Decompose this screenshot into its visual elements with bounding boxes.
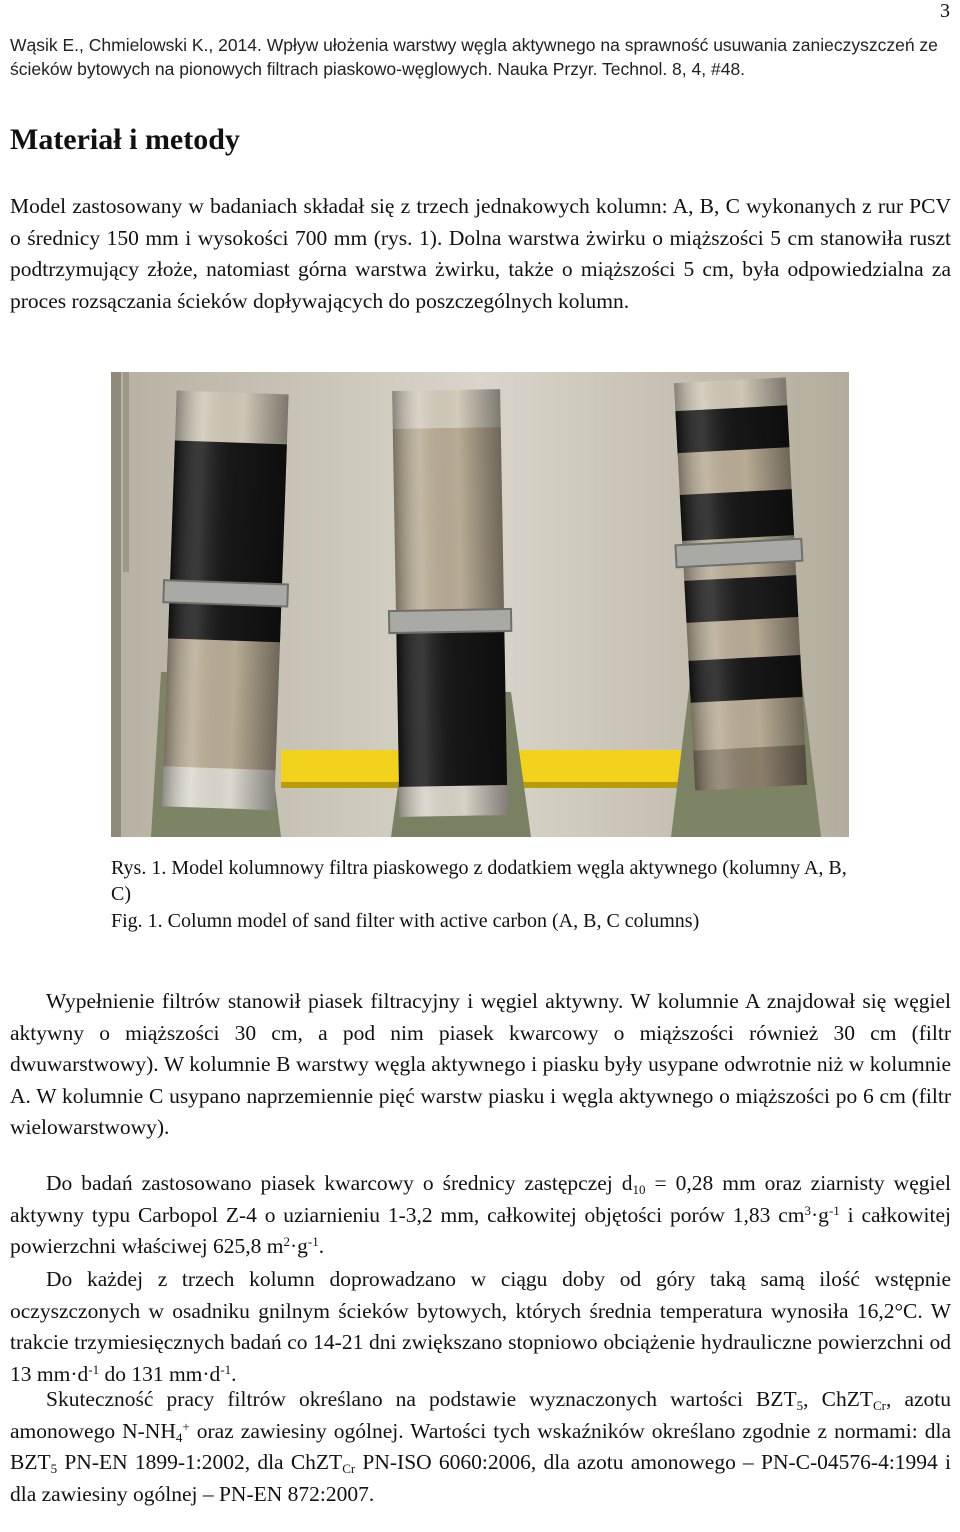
p5-sub-cr-a: Cr [872, 1398, 886, 1413]
p3-text-f: . [318, 1234, 325, 1259]
figure-caption-en: Fig. 1. Column model of sand filter with active carbon (A, B, C columns) [111, 910, 700, 932]
figure-photo-columns [111, 372, 849, 837]
column-a [156, 390, 294, 810]
p4-text-a: Do każdej z trzech kolumn doprowadzano w ciągu doby od góry taką samą ilość wstępnie oczyszczonych w osadniku gnilnym ścieków bytowych, których średnia temperatura wynosiła 16,2°C. W trakcie trzymiesięcznych badań co 14-21 dni zwiększano stopniowo obciążenie hydrauliczne powierzchni od 13 mm·d [10, 1267, 951, 1386]
p5-sub-5-b: 5 [50, 1461, 58, 1477]
section-title: Materiał i metody [10, 123, 240, 156]
paragraph-filling: Wypełnienie filtrów stanowił piasek filtracyjny i węgiel aktywny. W kolumnie A znajdował się węgiel aktywny o miąższości 30 cm, a pod nim piasek kwarcowy o miąższości również 30 cm (filtr dwuwarstwowy). W kolumnie B warstwy węgla aktywnego i piasku były usypane odwrotnie niż w kolumnie A. W kolumnie C usypano naprzemiennie pięć warstw piasku i węgla aktywnego o miąższości po 6 cm (filtr wielowarstwowy). [10, 989, 951, 1140]
p3-text-b: = 0,28 mm oraz ziarnisty węgiel aktywny typu Carbopol Z-4 o uziarnieniu 1-3,2 mm, całkowitej objętości porów 1,83 cm [10, 1171, 951, 1227]
p4-text-b: do 131 mm·d [99, 1361, 221, 1386]
p5-text-c: , azotu amonowego N-NH [10, 1387, 952, 1443]
figure-caption-pl: Rys. 1. Model kolumnowy filtra piaskowego z dodatkiem węgla aktywnego (kolumny A, B, C) [111, 857, 847, 905]
p3-sup-2: 2 [283, 1234, 290, 1250]
running-header: Wąsik E., Chmielowski K., 2014. Wpływ ułożenia warstwy węgla aktywnego na sprawność usuwania zanieczyszczeń ze ścieków bytowych na pionowych filtrach piaskowo-węglowych. Nauka Przyr. Technol. 8, 4, #48. [10, 35, 938, 79]
paragraph-loading [10, 1264, 951, 1390]
p3-sub-d10: 10 [632, 1182, 646, 1197]
p5-sub-5-a: 5 [796, 1398, 804, 1413]
paragraph-materials [10, 1168, 951, 1263]
p3-text-e: ·g [289, 1234, 308, 1259]
p5-text-e: PN-EN 1899-1:2002, dla ChZT [57, 1450, 343, 1475]
p3-text-d: i całkowitej powierzchni właściwej 625,8 m [10, 1202, 951, 1259]
p3-text-a: Do badań zastosowano piasek kwarcowy o średnicy zastępczej d [46, 1171, 633, 1195]
p5-text-f: PN-ISO 6060:2006, dla azotu amonowego – PN-C-04576-4:1994 i dla zawiesiny ogólnej – PN-EN 872:2007. [10, 1450, 952, 1506]
p5-text-b: , ChZT [803, 1387, 873, 1411]
p5-sup-plus: + [182, 1418, 190, 1434]
column-b [385, 389, 514, 817]
page-number: 3 [940, 0, 950, 22]
p3-sup-minus1-b: -1 [307, 1234, 319, 1250]
p4-sup-minus1-a: -1 [88, 1361, 100, 1377]
p5-text-a: Skuteczność pracy filtrów określano na podstawie wyznaczonych wartości BZT [46, 1387, 797, 1411]
p3-sup-3: 3 [804, 1202, 812, 1218]
p5-text-d: oraz zawiesiny ogólnej. Wartości tych wskaźników określano zgodnie z normami: dla BZT [10, 1418, 951, 1475]
p3-sup-minus1-a: -1 [828, 1202, 840, 1218]
p4-sup-minus1-b: -1 [220, 1361, 232, 1377]
p5-sub-4: 4 [175, 1429, 183, 1445]
paragraph-model [10, 191, 951, 317]
paragraph-model-text: Model zastosowany w badaniach składał się z trzech jednakowych kolumn: A, B, C wykonanych z rur PCV o średnicy 150 mm i wysokości 700 mm (rys. 1). Dolna warstwa żwirku o miąższości 5 cm stanowiła ruszt podtrzymujący złoże, natomiast górna warstwa żwirku, także o miąższości 5 cm, była odpowiedzialna za proces rozsączania ścieków dopływających do poszczególnych kolumn. [10, 194, 951, 313]
columns-photo-illustration [111, 372, 849, 837]
p3-text-c: ·g [811, 1202, 829, 1227]
p4-text-c: . [231, 1361, 237, 1386]
p5-sub-cr-b: Cr [342, 1461, 356, 1477]
paragraph-efficiency [10, 1384, 951, 1510]
